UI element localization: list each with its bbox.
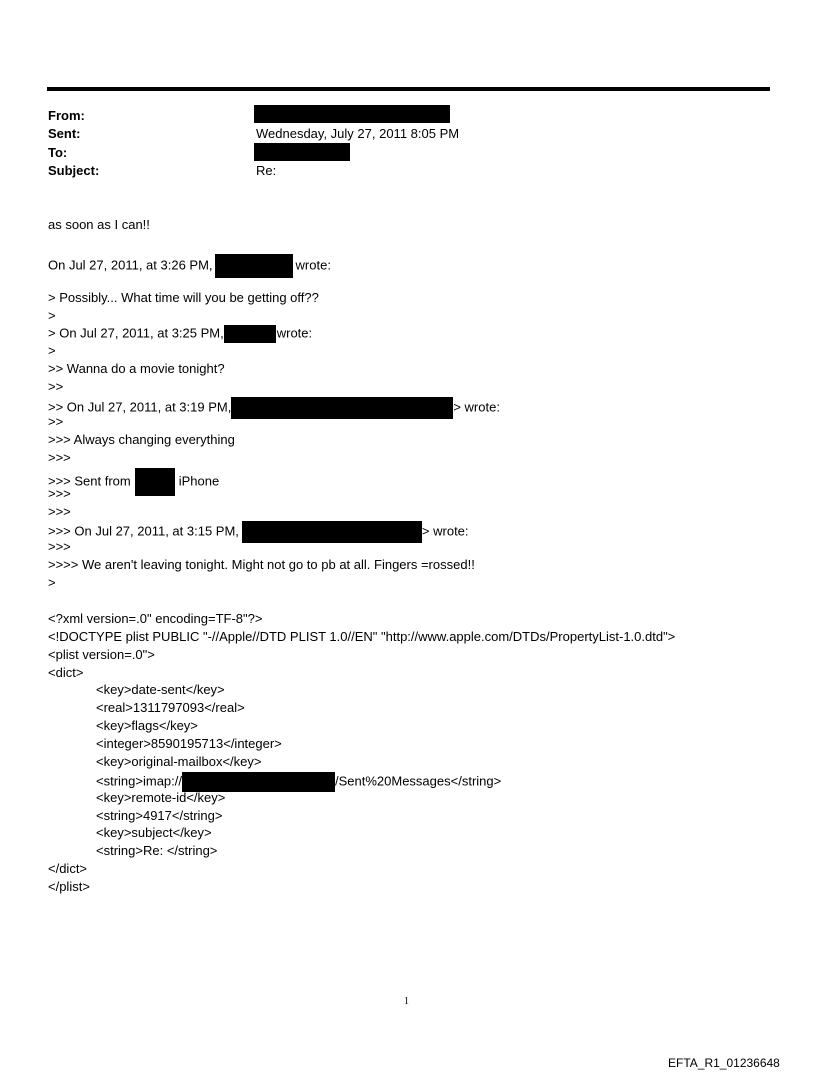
body-line: >: [48, 343, 56, 358]
body-text: wrote:: [295, 257, 331, 273]
body-line: [48, 468, 219, 496]
sent-value: Wednesday, July 27, 2011 8:05 PM: [256, 126, 460, 141]
plist-line: <key>subject</key>: [96, 825, 212, 840]
body-line: >>: [48, 414, 64, 429]
redaction: [215, 254, 293, 278]
body-text: > On Jul 27, 2011, at 3:25 PM,: [48, 325, 224, 341]
redaction: [182, 772, 335, 792]
redaction: [224, 325, 276, 343]
plist-line: <integer>8590195713</integer>: [96, 736, 282, 751]
body-text: >>> On Jul 27, 2011, at 3:15 PM,: [48, 523, 239, 539]
body-text: On Jul 27, 2011, at 3:26 PM,: [48, 257, 213, 273]
plist-line: [96, 772, 501, 792]
document-id: EFTA_R1_01236648: [668, 1056, 780, 1070]
plist-line: <real>1311797093</real>: [96, 700, 245, 715]
plist-line: <?xml version=.0" encoding=TF-8"?>: [48, 611, 263, 626]
body-text: >> On Jul 27, 2011, at 3:19 PM,: [48, 399, 232, 415]
plist-text: <string>imap://: [96, 773, 182, 789]
body-text: wrote:: [276, 325, 313, 341]
header-rule: [47, 87, 770, 91]
redaction: [231, 397, 453, 419]
body-line: [48, 254, 331, 278]
body-line: >> Wanna do a movie tonight?: [48, 361, 225, 376]
body-line: [48, 325, 312, 343]
body-line: >>>: [48, 504, 71, 519]
body-line: >>>: [48, 539, 71, 554]
plist-line: <string>Re: </string>: [96, 843, 218, 858]
plist-line: </dict>: [48, 861, 88, 876]
body-text: > wrote:: [421, 523, 469, 539]
body-line: >: [48, 308, 56, 323]
from-label: From:: [48, 108, 85, 123]
sent-label: Sent:: [48, 126, 81, 141]
plist-line: <string>4917</string>: [96, 808, 223, 823]
subject-value: Re:: [256, 163, 277, 178]
body-line: [48, 521, 469, 543]
plist-line: <dict>: [48, 665, 84, 680]
body-text: >>> Sent from: [48, 473, 131, 489]
plist-line: <key>date-sent</key>: [96, 682, 225, 697]
from-redaction: [254, 105, 450, 123]
page-number: 1: [404, 996, 409, 1007]
plist-line: <key>remote-id</key>: [96, 790, 226, 805]
redaction: [242, 521, 422, 543]
to-label: To:: [48, 145, 68, 160]
body-text: iPhone: [178, 473, 220, 489]
body-line: >>> Always changing everything: [48, 432, 235, 447]
to-redaction: [254, 143, 350, 161]
plist-line: <key>flags</key>: [96, 718, 198, 733]
plist-line: <!DOCTYPE plist PUBLIC "-//Apple//DTD PLIST 1.0//EN" "http://www.apple.com/DTDs/PropertyList-1.0.dtd">: [48, 629, 676, 644]
subject-label: Subject:: [48, 163, 100, 178]
body-line: [48, 397, 500, 419]
plist-line: </plist>: [48, 879, 90, 894]
body-line: >>>> We aren't leaving tonight. Might not go to pb at all. Fingers =rossed!!: [48, 557, 475, 572]
plist-text: /Sent%20Messages</string>: [335, 773, 502, 789]
body-line: >>: [48, 379, 64, 394]
plist-line: <plist version=.0">: [48, 647, 155, 662]
body-line: >>>: [48, 450, 71, 465]
body-line: as soon as I can!!: [48, 217, 150, 232]
plist-line: <key>original-mailbox</key>: [96, 754, 262, 769]
body-line: >>>: [48, 486, 71, 501]
body-line: >: [48, 575, 56, 590]
body-line: > Possibly... What time will you be getting off??: [48, 290, 319, 305]
redaction: [135, 468, 175, 496]
body-text: > wrote:: [453, 399, 500, 415]
